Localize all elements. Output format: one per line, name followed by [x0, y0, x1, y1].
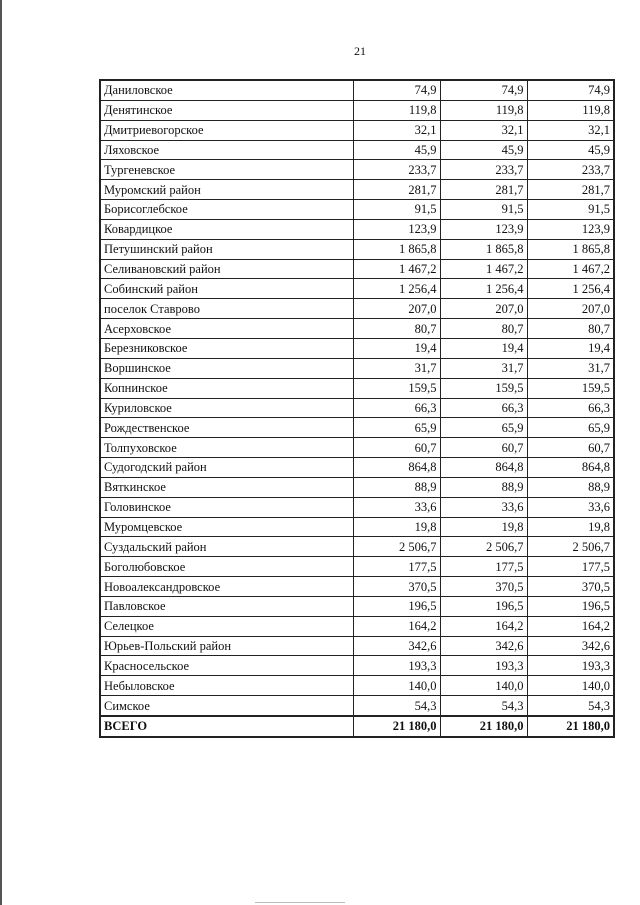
- row-value-3-cell: 74,9: [527, 80, 614, 100]
- row-name-cell: Селивановский район: [100, 259, 353, 279]
- row-value-2-cell: 32,1: [440, 120, 527, 140]
- table-row: [100, 279, 614, 299]
- row-value-1-cell: 60,7: [353, 438, 440, 458]
- row-value-1-cell: 19,8: [353, 517, 440, 537]
- row-value-3-cell: 196,5: [527, 596, 614, 616]
- row-value-3-cell: 233,7: [527, 160, 614, 180]
- row-value-2-cell: 342,6: [440, 636, 527, 656]
- table-row: [100, 537, 614, 557]
- row-value-1-cell: 1 256,4: [353, 279, 440, 299]
- row-value-2-cell: 164,2: [440, 616, 527, 636]
- row-value-1-cell: 88,9: [353, 477, 440, 497]
- total-value-3-cell: 21 180,0: [527, 716, 614, 737]
- row-value-3-cell: 19,8: [527, 517, 614, 537]
- table-row: [100, 299, 614, 319]
- row-name-cell: Судогодский район: [100, 458, 353, 478]
- row-value-1-cell: 1 865,8: [353, 239, 440, 259]
- row-value-3-cell: 1 467,2: [527, 259, 614, 279]
- row-value-1-cell: 65,9: [353, 418, 440, 438]
- row-value-1-cell: 19,4: [353, 338, 440, 358]
- row-value-2-cell: 1 865,8: [440, 239, 527, 259]
- row-value-2-cell: 45,9: [440, 140, 527, 160]
- row-name-cell: Толпуховское: [100, 438, 353, 458]
- row-value-3-cell: 281,7: [527, 180, 614, 200]
- row-value-1-cell: 1 467,2: [353, 259, 440, 279]
- row-name-cell: Дмитриевогорское: [100, 120, 353, 140]
- row-value-2-cell: 33,6: [440, 497, 527, 517]
- table-row: [100, 180, 614, 200]
- row-name-cell: Борисоглебское: [100, 200, 353, 220]
- row-name-cell: Павловское: [100, 596, 353, 616]
- row-value-1-cell: 193,3: [353, 656, 440, 676]
- row-value-1-cell: 80,7: [353, 319, 440, 339]
- row-value-3-cell: 2 506,7: [527, 537, 614, 557]
- row-value-2-cell: 140,0: [440, 676, 527, 696]
- row-value-1-cell: 74,9: [353, 80, 440, 100]
- row-value-3-cell: 177,5: [527, 557, 614, 577]
- row-value-2-cell: 281,7: [440, 180, 527, 200]
- row-value-3-cell: 164,2: [527, 616, 614, 636]
- row-value-3-cell: 342,6: [527, 636, 614, 656]
- row-value-3-cell: 45,9: [527, 140, 614, 160]
- row-name-cell: Симское: [100, 696, 353, 716]
- row-value-1-cell: 233,7: [353, 160, 440, 180]
- row-value-1-cell: 207,0: [353, 299, 440, 319]
- row-name-cell: Воршинское: [100, 358, 353, 378]
- row-name-cell: Боголюбовское: [100, 557, 353, 577]
- row-value-1-cell: 864,8: [353, 458, 440, 478]
- row-value-2-cell: 123,9: [440, 219, 527, 239]
- table-row: [100, 676, 614, 696]
- row-name-cell: Юрьев-Польский район: [100, 636, 353, 656]
- row-value-2-cell: 60,7: [440, 438, 527, 458]
- row-value-1-cell: 140,0: [353, 676, 440, 696]
- row-value-2-cell: 1 467,2: [440, 259, 527, 279]
- row-name-cell: Муромцевское: [100, 517, 353, 537]
- row-value-3-cell: 1 865,8: [527, 239, 614, 259]
- table-row: [100, 398, 614, 418]
- row-value-3-cell: 33,6: [527, 497, 614, 517]
- row-value-1-cell: 370,5: [353, 577, 440, 597]
- row-value-3-cell: 123,9: [527, 219, 614, 239]
- row-name-cell: Денятинское: [100, 100, 353, 120]
- row-value-3-cell: 54,3: [527, 696, 614, 716]
- row-value-1-cell: 281,7: [353, 180, 440, 200]
- row-value-2-cell: 65,9: [440, 418, 527, 438]
- table-row: [100, 438, 614, 458]
- row-name-cell: Даниловское: [100, 80, 353, 100]
- table-row: [100, 160, 614, 180]
- table-row: [100, 418, 614, 438]
- row-name-cell: Тургеневское: [100, 160, 353, 180]
- row-value-2-cell: 196,5: [440, 596, 527, 616]
- row-value-1-cell: 123,9: [353, 219, 440, 239]
- row-name-cell: Небыловское: [100, 676, 353, 696]
- row-value-2-cell: 233,7: [440, 160, 527, 180]
- table-row: [100, 577, 614, 597]
- budget-table: [99, 79, 615, 738]
- table-row: [100, 517, 614, 537]
- row-value-1-cell: 33,6: [353, 497, 440, 517]
- row-value-1-cell: 342,6: [353, 636, 440, 656]
- row-value-1-cell: 119,8: [353, 100, 440, 120]
- row-name-cell: поселок Ставрово: [100, 299, 353, 319]
- row-name-cell: Селецкое: [100, 616, 353, 636]
- total-name-cell: ВСЕГО: [100, 716, 353, 737]
- row-value-3-cell: 88,9: [527, 477, 614, 497]
- row-value-3-cell: 864,8: [527, 458, 614, 478]
- row-value-2-cell: 370,5: [440, 577, 527, 597]
- row-value-1-cell: 196,5: [353, 596, 440, 616]
- row-value-1-cell: 54,3: [353, 696, 440, 716]
- table-row: [100, 596, 614, 616]
- table-row: [100, 319, 614, 339]
- row-name-cell: Ковардицкое: [100, 219, 353, 239]
- row-name-cell: Суздальский район: [100, 537, 353, 557]
- row-value-2-cell: 91,5: [440, 200, 527, 220]
- row-value-3-cell: 140,0: [527, 676, 614, 696]
- row-value-1-cell: 45,9: [353, 140, 440, 160]
- row-name-cell: Головинское: [100, 497, 353, 517]
- row-value-3-cell: 19,4: [527, 338, 614, 358]
- total-value-1-cell: 21 180,0: [353, 716, 440, 737]
- row-value-1-cell: 2 506,7: [353, 537, 440, 557]
- row-value-3-cell: 65,9: [527, 418, 614, 438]
- row-name-cell: Копнинское: [100, 378, 353, 398]
- table-row: [100, 140, 614, 160]
- row-value-2-cell: 1 256,4: [440, 279, 527, 299]
- scan-artifact: [255, 902, 345, 903]
- table-row: [100, 656, 614, 676]
- row-value-1-cell: 177,5: [353, 557, 440, 577]
- table-row: [100, 338, 614, 358]
- row-name-cell: Красносельское: [100, 656, 353, 676]
- total-row: [100, 716, 614, 737]
- total-value-2-cell: 21 180,0: [440, 716, 527, 737]
- table-row: [100, 616, 614, 636]
- row-value-3-cell: 1 256,4: [527, 279, 614, 299]
- row-value-2-cell: 66,3: [440, 398, 527, 418]
- table-row: [100, 458, 614, 478]
- table-row: [100, 477, 614, 497]
- row-value-1-cell: 91,5: [353, 200, 440, 220]
- table-row: [100, 636, 614, 656]
- table-row: [100, 497, 614, 517]
- row-value-3-cell: 32,1: [527, 120, 614, 140]
- row-value-2-cell: 19,8: [440, 517, 527, 537]
- row-value-1-cell: 66,3: [353, 398, 440, 418]
- table-row: [100, 358, 614, 378]
- row-value-3-cell: 80,7: [527, 319, 614, 339]
- row-name-cell: Новоалександровское: [100, 577, 353, 597]
- page-number: 21: [354, 44, 366, 58]
- row-value-3-cell: 119,8: [527, 100, 614, 120]
- row-value-2-cell: 19,4: [440, 338, 527, 358]
- row-name-cell: Асерховское: [100, 319, 353, 339]
- row-name-cell: Петушинский район: [100, 239, 353, 259]
- row-value-2-cell: 159,5: [440, 378, 527, 398]
- row-value-2-cell: 864,8: [440, 458, 527, 478]
- table-row: [100, 259, 614, 279]
- table-row: [100, 80, 614, 100]
- row-value-1-cell: 32,1: [353, 120, 440, 140]
- row-value-3-cell: 193,3: [527, 656, 614, 676]
- row-name-cell: Муромский район: [100, 180, 353, 200]
- table-row: [100, 219, 614, 239]
- table-row: [100, 239, 614, 259]
- row-value-1-cell: 31,7: [353, 358, 440, 378]
- row-name-cell: Собинский район: [100, 279, 353, 299]
- row-name-cell: Рождественское: [100, 418, 353, 438]
- table-row: [100, 200, 614, 220]
- row-value-3-cell: 60,7: [527, 438, 614, 458]
- row-value-2-cell: 177,5: [440, 557, 527, 577]
- row-value-2-cell: 80,7: [440, 319, 527, 339]
- row-value-3-cell: 91,5: [527, 200, 614, 220]
- table-row: [100, 100, 614, 120]
- row-name-cell: Ляховское: [100, 140, 353, 160]
- row-value-3-cell: 159,5: [527, 378, 614, 398]
- row-name-cell: Куриловское: [100, 398, 353, 418]
- row-value-3-cell: 66,3: [527, 398, 614, 418]
- row-value-1-cell: 164,2: [353, 616, 440, 636]
- row-value-2-cell: 119,8: [440, 100, 527, 120]
- row-value-2-cell: 54,3: [440, 696, 527, 716]
- row-value-3-cell: 31,7: [527, 358, 614, 378]
- table-row: [100, 378, 614, 398]
- row-value-2-cell: 88,9: [440, 477, 527, 497]
- row-name-cell: Березниковское: [100, 338, 353, 358]
- row-value-2-cell: 2 506,7: [440, 537, 527, 557]
- table-body: [100, 80, 614, 737]
- row-value-3-cell: 370,5: [527, 577, 614, 597]
- row-value-2-cell: 193,3: [440, 656, 527, 676]
- scan-left-edge: [0, 0, 2, 905]
- row-name-cell: Вяткинское: [100, 477, 353, 497]
- row-value-2-cell: 207,0: [440, 299, 527, 319]
- row-value-2-cell: 74,9: [440, 80, 527, 100]
- table-row: [100, 557, 614, 577]
- table-row: [100, 696, 614, 716]
- row-value-2-cell: 31,7: [440, 358, 527, 378]
- table-row: [100, 120, 614, 140]
- row-value-3-cell: 207,0: [527, 299, 614, 319]
- row-value-1-cell: 159,5: [353, 378, 440, 398]
